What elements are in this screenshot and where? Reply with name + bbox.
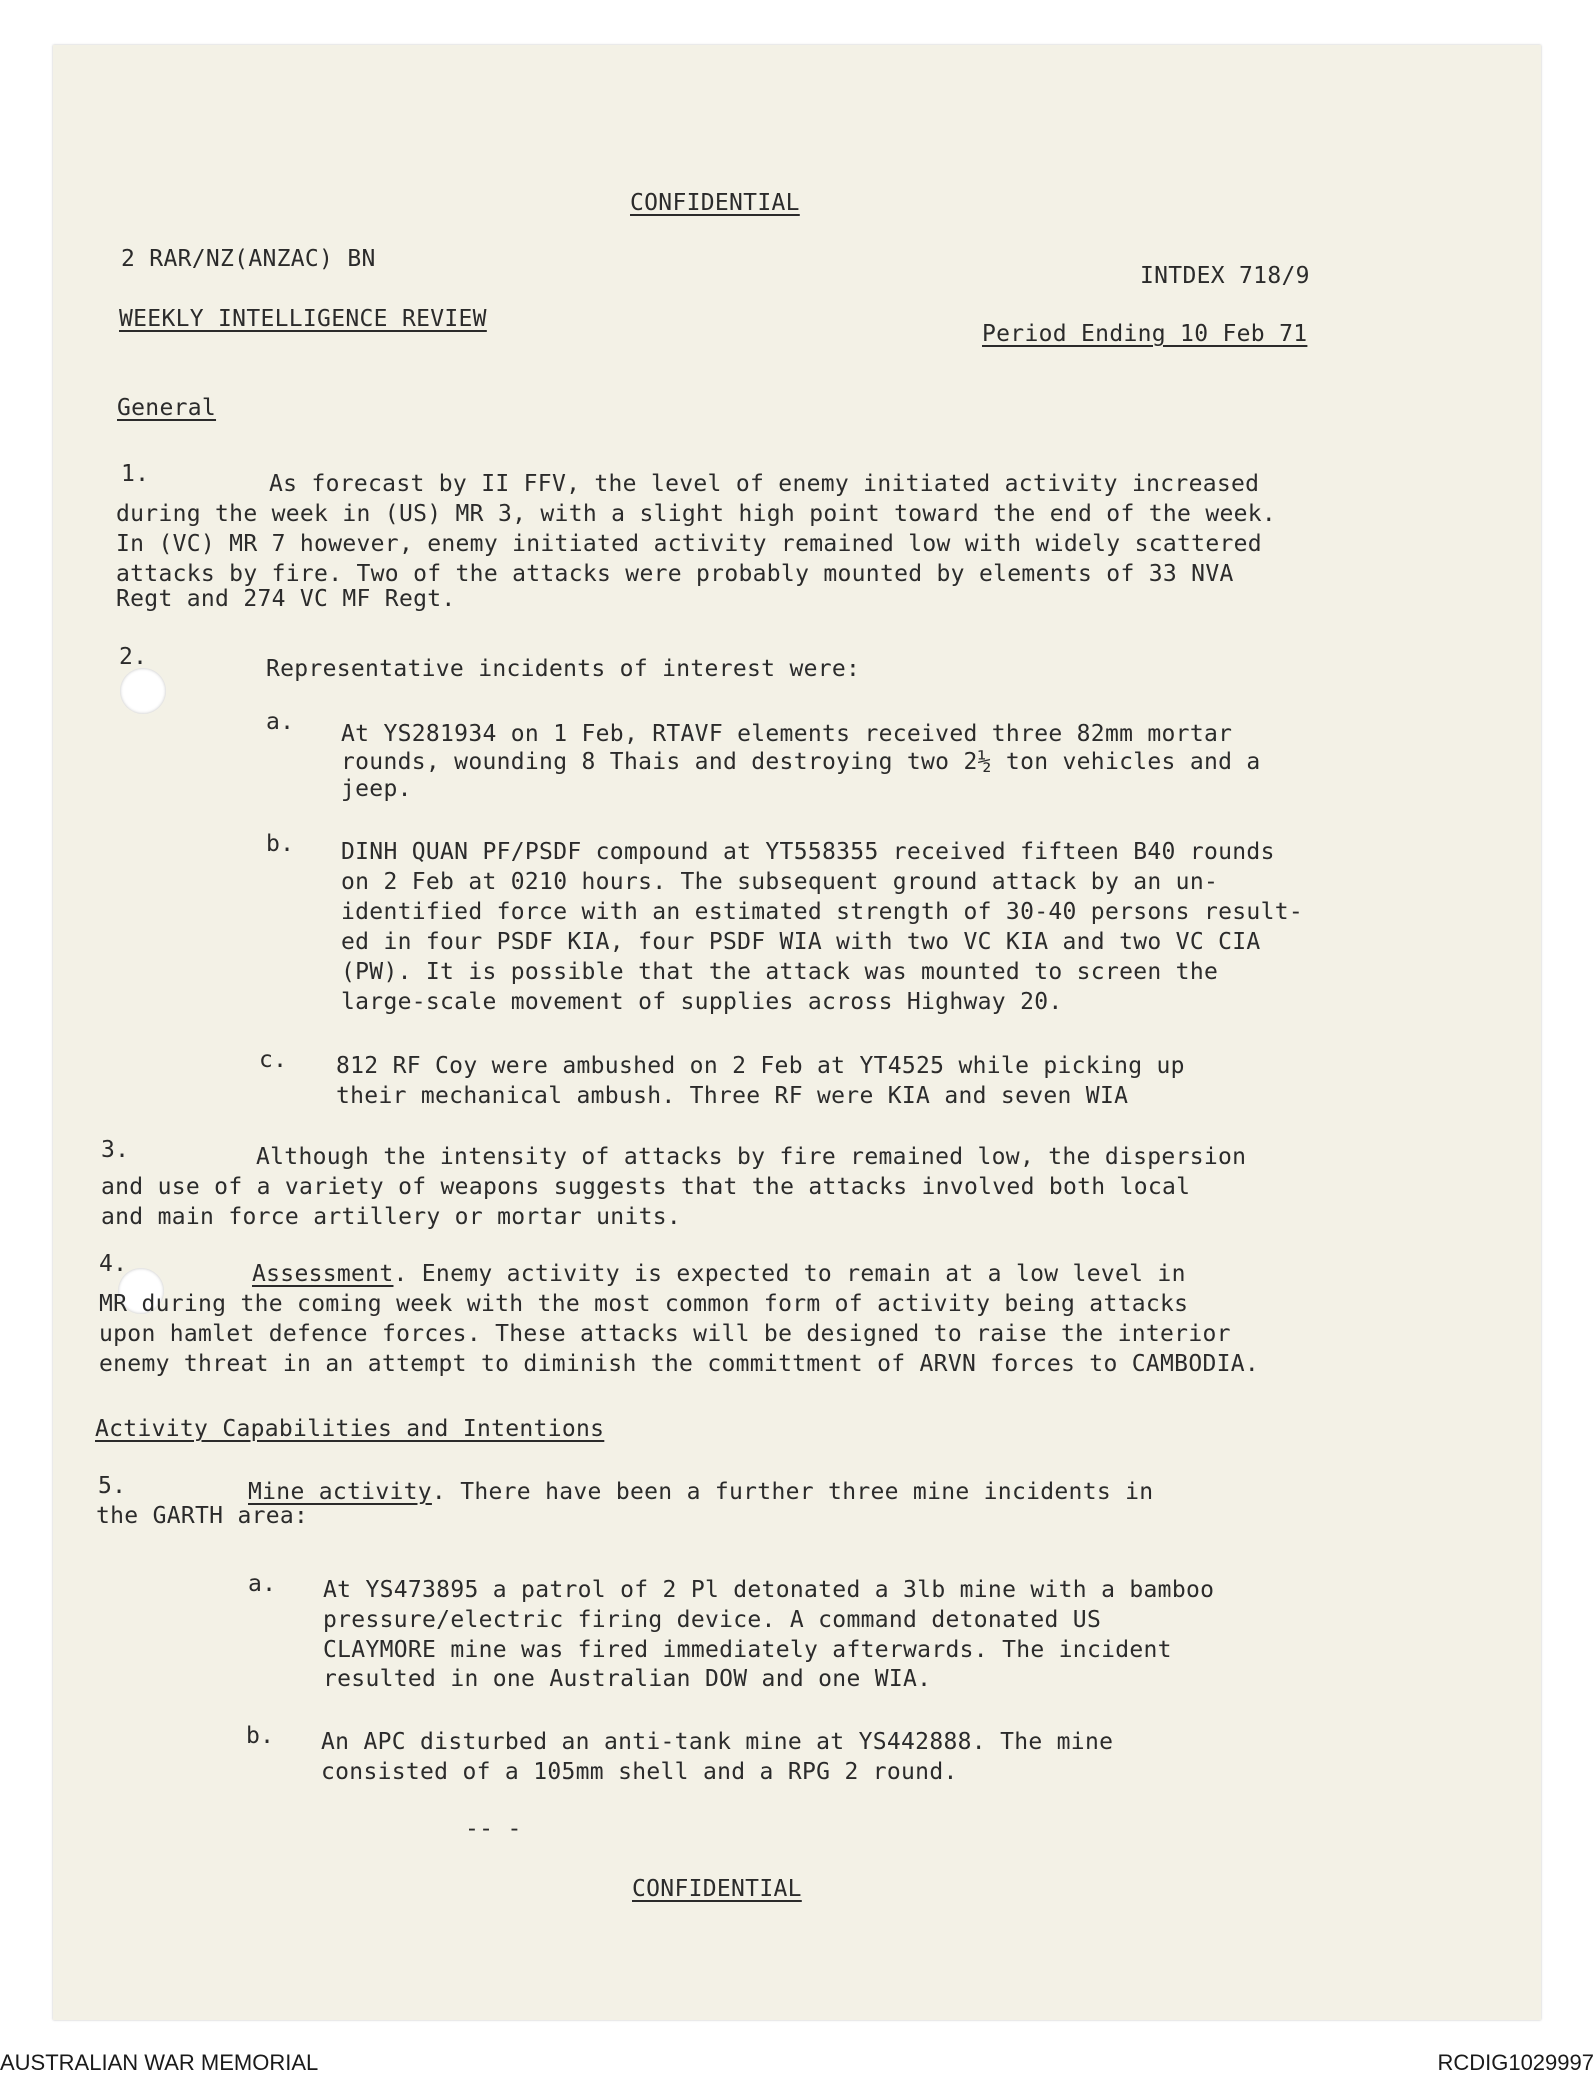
intdex-reference: INTDEX 718/9 — [1140, 263, 1310, 289]
para2c-letter: c. — [259, 1047, 288, 1073]
para5a-line: At YS473895 a patrol of 2 Pl detonated a 3lb mine with a bamboo — [323, 1577, 1215, 1603]
para4-line: enemy threat in an attempt to diminish the committment of ARVN forces to CAMBODIA. — [99, 1351, 1260, 1377]
para5-first-line-rest: . There have been a further three mine incidents in — [431, 1479, 1154, 1505]
para5b-line: consisted of a 105mm shell and a RPG 2 round. — [321, 1759, 958, 1785]
classification-bottom: CONFIDENTIAL — [632, 1876, 802, 1902]
para3-line: and use of a variety of weapons suggests that the attacks involved both local — [101, 1174, 1191, 1200]
classification-top: CONFIDENTIAL — [630, 190, 800, 216]
para5b-letter: b. — [246, 1723, 275, 1749]
para2-intro: Representative incidents of interest were: — [266, 656, 861, 682]
para4-line: upon hamlet defence forces. These attacks will be designed to raise the interior — [99, 1321, 1231, 1347]
footer-institution: AUSTRALIAN WAR MEMORIAL — [0, 2050, 319, 2075]
para2a-line: At YS281934 on 1 Feb, RTAVF elements received three 82mm mortar — [341, 721, 1233, 747]
para4-first-line-rest: . Enemy activity is expected to remain at a low level in — [393, 1261, 1186, 1287]
para4-first-line — [252, 1260, 1186, 1289]
para4-line: MR during the coming week with the most common form of activity being attacks — [99, 1291, 1189, 1317]
para2a-line: jeep. — [341, 776, 412, 802]
para4-label: Assessment — [252, 1261, 394, 1287]
para2b-line: identified force with an estimated strength of 30-40 persons result- — [341, 899, 1304, 925]
unit-designation: 2 RAR/NZ(ANZAC) BN — [121, 246, 376, 272]
para1-line: attacks by fire. Two of the attacks were probably mounted by elements of 33 NVA — [116, 561, 1234, 587]
para5-first-line — [248, 1478, 1153, 1507]
para2b-line: (PW). It is possible that the attack was mounted to screen the — [341, 959, 1219, 985]
para1-line: during the week in (US) MR 3, with a slight high point toward the end of the week. — [116, 501, 1277, 527]
para3-line: and main force artillery or mortar units. — [101, 1204, 682, 1230]
review-title: WEEKLY INTELLIGENCE REVIEW — [119, 306, 487, 332]
page-marker: -- - — [465, 1816, 522, 1842]
para2a-line: rounds, wounding 8 Thais and destroying two 2½ ton vehicles and a — [341, 749, 1261, 775]
heading-activity: Activity Capabilities and Intentions — [95, 1416, 605, 1442]
para5-number: 5. — [98, 1473, 127, 1499]
para5-cont: the GARTH area: — [96, 1503, 309, 1529]
para2b-letter: b. — [266, 831, 295, 857]
document-sheet — [53, 45, 1541, 2020]
para2c-line: 812 RF Coy were ambushed on 2 Feb at YT4525 while picking up — [336, 1053, 1185, 1079]
para1-number: 1. — [121, 461, 150, 487]
para1-line: In (VC) MR 7 however, enemy initiated activity remained low with widely scattered — [116, 531, 1262, 557]
para3-number: 3. — [101, 1137, 130, 1163]
para2a-letter: a. — [266, 709, 295, 735]
para2b-line: on 2 Feb at 0210 hours. The subsequent ground attack by an un- — [341, 869, 1219, 895]
para5a-letter: a. — [248, 1571, 277, 1597]
para1-line: As forecast by II FFV, the level of enemy initiated activity increased — [269, 471, 1260, 497]
para5a-line: CLAYMORE mine was fired immediately afterwards. The incident — [323, 1637, 1172, 1663]
period-ending: Period Ending 10 Feb 71 — [982, 321, 1308, 347]
para3-line: Although the intensity of attacks by fire remained low, the dispersion — [256, 1144, 1247, 1170]
punch-hole-top — [120, 668, 166, 714]
para5b-line: An APC disturbed an anti-tank mine at YS442888. The mine — [321, 1729, 1114, 1755]
para2-number: 2. — [119, 644, 148, 670]
para4-number: 4. — [99, 1251, 128, 1277]
para2b-line: DINH QUAN PF/PSDF compound at YT558355 received fifteen B40 rounds — [341, 839, 1275, 865]
para1-line: Regt and 274 VC MF Regt. — [116, 586, 456, 612]
para5a-line: pressure/electric firing device. A command detonated US — [323, 1607, 1102, 1633]
heading-general: General — [117, 395, 217, 421]
para2c-line: their mechanical ambush. Three RF were KIA and seven WIA — [336, 1083, 1129, 1109]
para5a-line: resulted in one Australian DOW and one WIA. — [323, 1666, 932, 1692]
para2b-line: large-scale movement of supplies across Highway 20. — [341, 989, 1063, 1015]
para2b-line: ed in four PSDF KIA, four PSDF WIA with two VC KIA and two VC CIA — [341, 929, 1261, 955]
footer-reference-id: RCDIG1029997 — [1437, 2050, 1594, 2075]
para5-label: Mine activity — [248, 1479, 432, 1505]
